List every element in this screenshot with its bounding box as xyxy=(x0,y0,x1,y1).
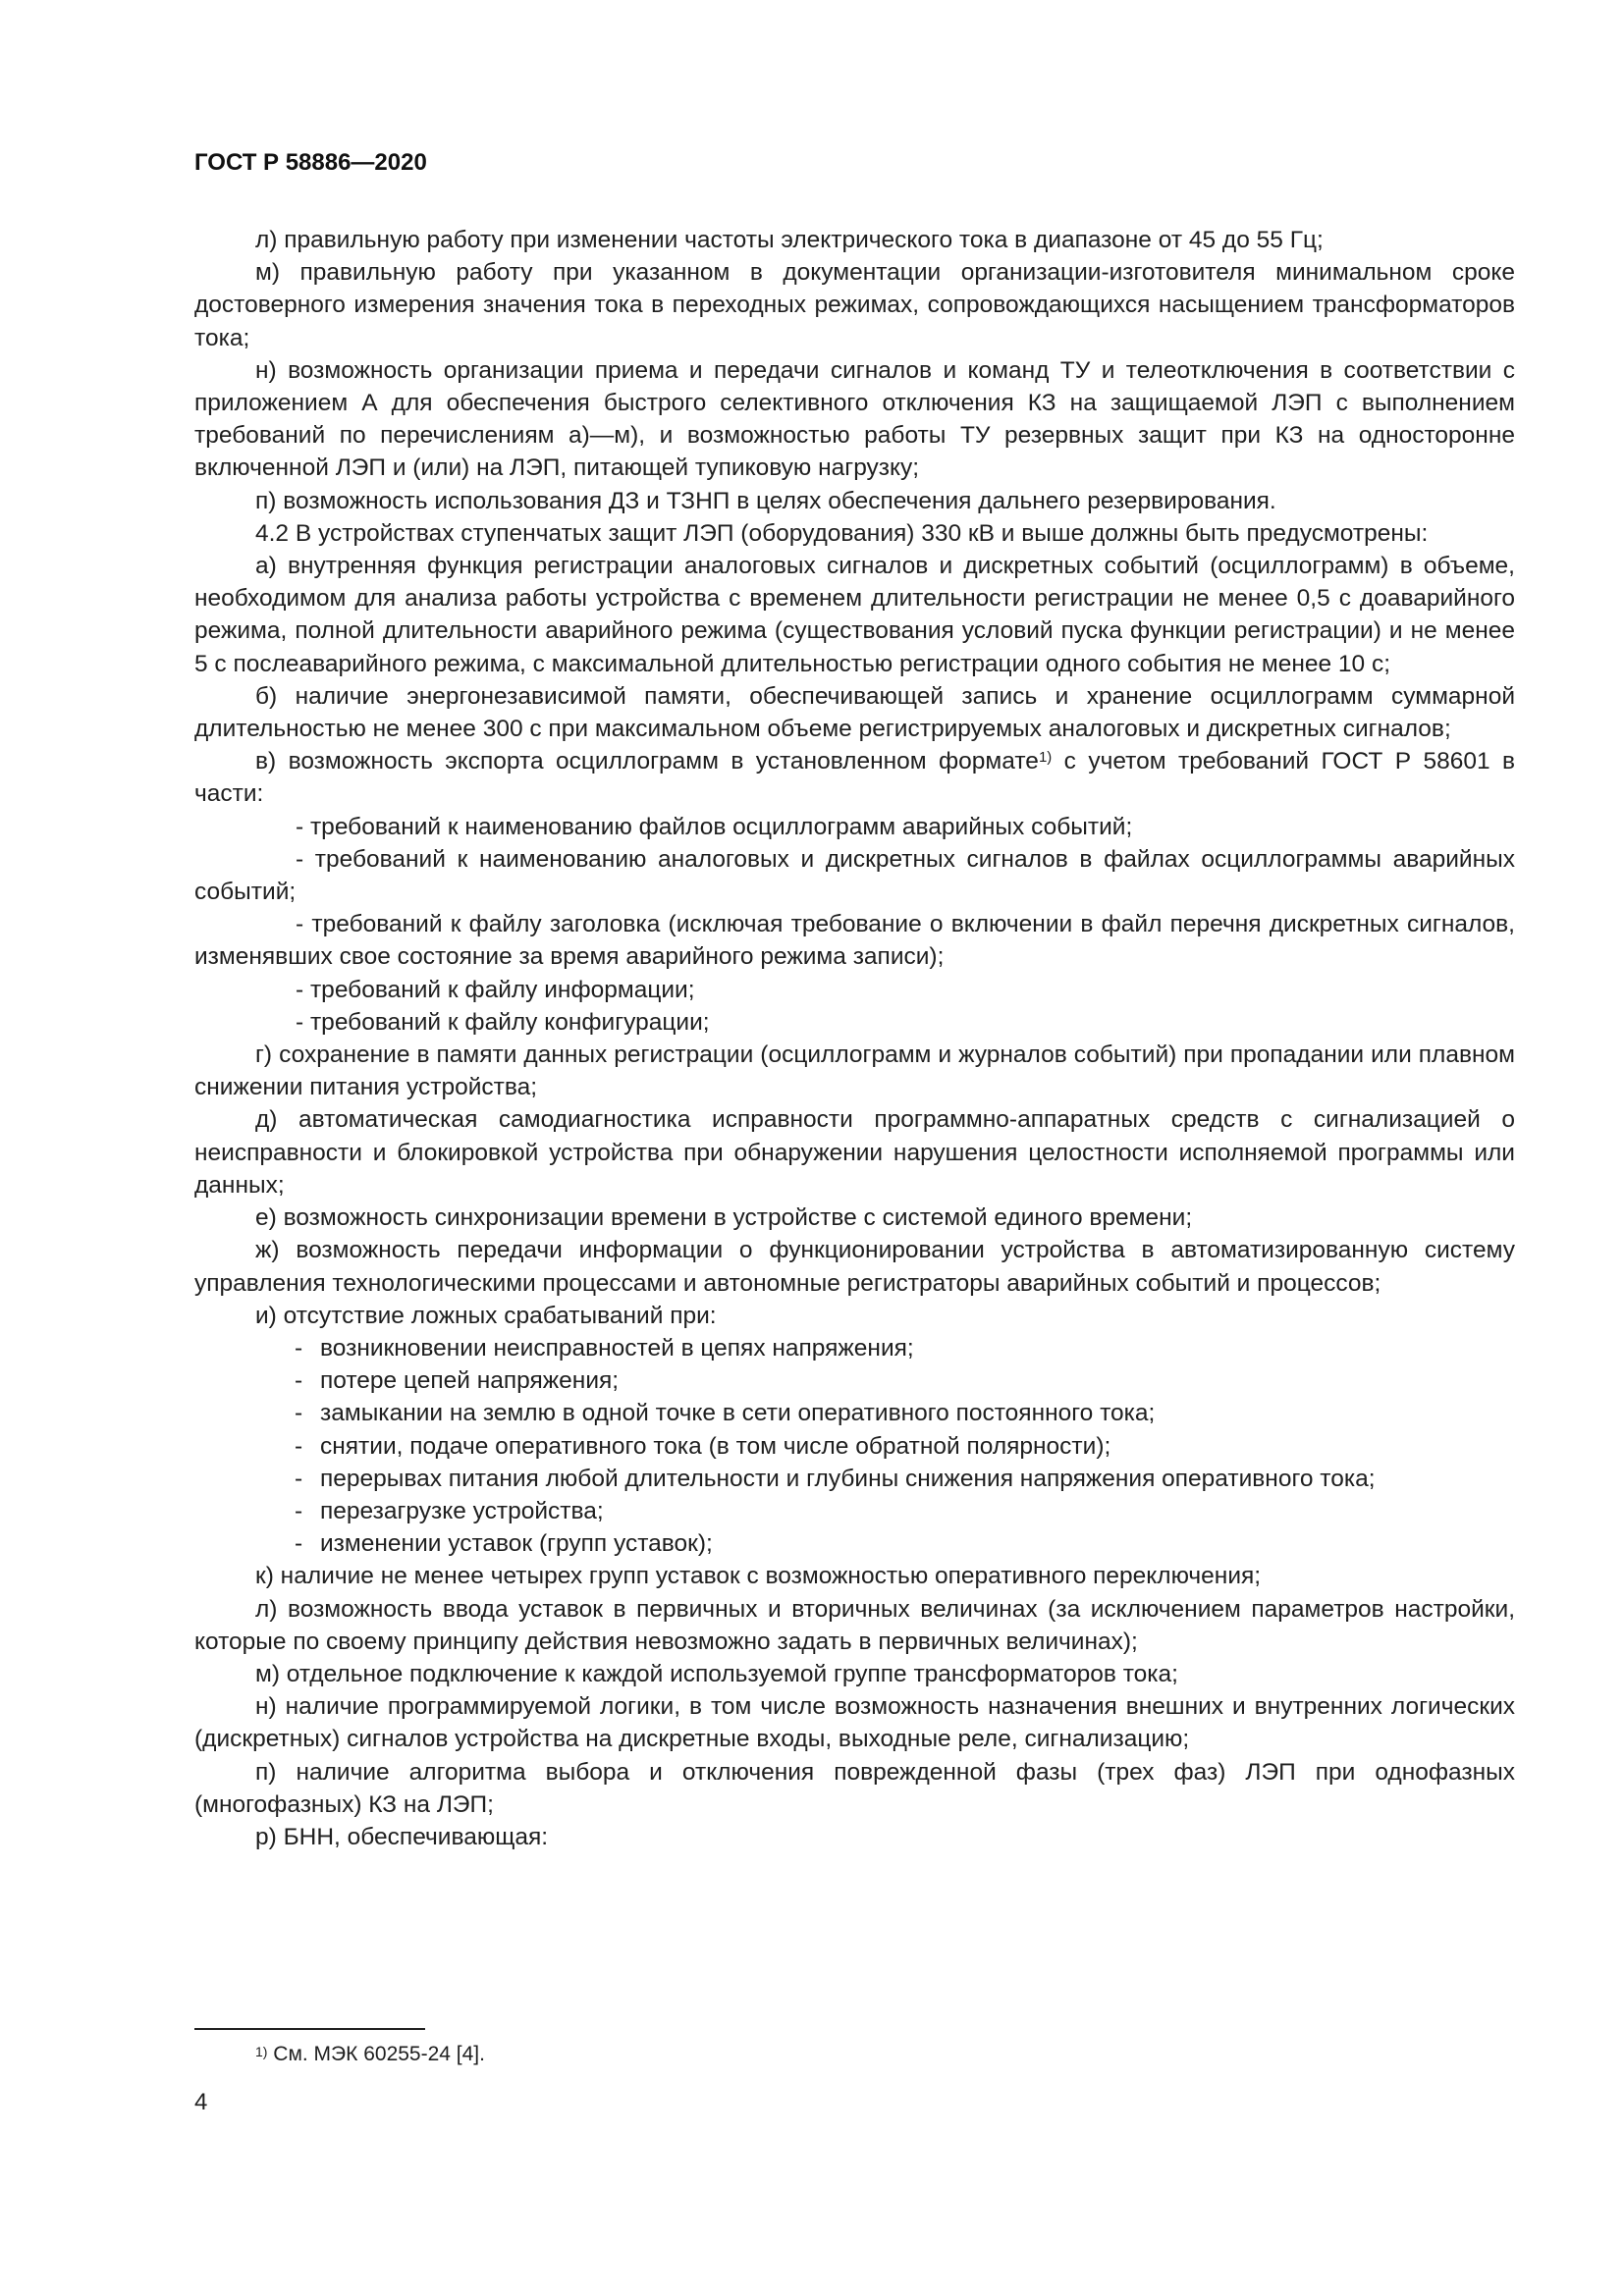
paragraph-m2: м) отдельное подключение к каждой используемой группе трансформаторов тока; xyxy=(255,1660,1178,1687)
paragraph-p: п) возможность использования ДЗ и ТЗНП в целях обеспечения дальнего резервирования. xyxy=(255,487,1276,514)
list-item xyxy=(194,1332,1515,1364)
paragraph-v xyxy=(194,745,1515,810)
paragraph-i: и) отсутствие ложных срабатываний при: xyxy=(255,1302,717,1329)
paragraph-l2: л) возможность ввода уставок в первичных и вторичных величинах (за исключением параметров настройки, которые по своему принципу действия невозможно задать в первичных величинах); xyxy=(194,1595,1515,1655)
paragraph-m: м) правильную работу при указанном в документации организации-изготовителя минимальном сроке достоверного измерения значения тока в переходных режимах, сопровождающихся насыщением трансформаторов тока; xyxy=(194,259,1515,351)
footnote-ref: 1) xyxy=(1038,749,1053,767)
list-item xyxy=(194,1463,1515,1495)
list-item-text: - перерывах питания любой длительности и глубины снижения напряжения оперативного тока; xyxy=(320,1465,1376,1492)
list-item xyxy=(194,1495,1515,1527)
footnote-text: См. МЭК 60255-24 [4]. xyxy=(267,2043,485,2065)
paragraph-zh: ж) возможность передачи информации о функционировании устройства в автоматизированную систему управления технологическими процессами и автономные регистраторы аварийных событий и процессов; xyxy=(194,1237,1515,1297)
paragraph-d: д) автоматическая самодиагностика исправности программно-аппаратных средств с сигнализацией о неисправности и блокировкой устройства при обнаружении нарушения целостности исполняемой программы или данных; xyxy=(194,1106,1515,1199)
paragraph-n2: н) наличие программируемой логики, в том числе возможность назначения внешних и внутренних логических (дискретных) сигналов устройства на дискретные входы, выходные реле, сигнализацию; xyxy=(194,1693,1515,1753)
list-item xyxy=(194,1364,1515,1397)
paragraph-b: б) наличие энергонезависимой памяти, обеспечивающей запись и хранение осциллограмм суммарной длительностью не менее 300 с при максимальном объеме регистрируемых аналоговых и дискретных сигналов; xyxy=(194,682,1515,743)
requirement-item: - требований к наименованию файлов осциллограмм аварийных событий; xyxy=(296,813,1133,840)
requirement-item: - требований к файлу конфигурации; xyxy=(296,1008,710,1036)
list-item xyxy=(194,1397,1515,1429)
list-item-text: - снятии, подаче оперативного тока (в том числе обратной полярности); xyxy=(320,1432,1111,1460)
footnote-divider xyxy=(194,2028,425,2030)
list-item xyxy=(194,1430,1515,1463)
page-number: 4 xyxy=(194,2089,208,2115)
footnote-mark: 1) xyxy=(255,2044,268,2059)
paragraph-g: г) сохранение в памяти данных регистрации (осциллограмм и журналов событий) при пропадании или плавном снижении питания устройства; xyxy=(194,1041,1515,1101)
paragraph-l: л) правильную работу при изменении частоты электрического тока в диапазоне от 45 до 55 Гц; xyxy=(255,227,1324,253)
paragraph-v-text-end: с учетом требований ГОСТ Р 58601 в части: xyxy=(194,748,1515,808)
document-header: ГОСТ Р 58886—2020 xyxy=(194,149,427,176)
requirement-item: - требований к файлу информации; xyxy=(296,976,695,1003)
paragraph-p2: п) наличие алгоритма выбора и отключения поврежденной фазы (трех фаз) ЛЭП при однофазных (многофазных) КЗ на ЛЭП; xyxy=(194,1758,1515,1818)
requirement-item: - требований к файлу заголовка (исключая требование о включении в файл перечня дискретных сигналов, изменявших свое состояние за время аварийного режима записи); xyxy=(194,911,1515,971)
paragraph-v-text: в) возможность экспорта осциллограмм в установленном формате xyxy=(255,748,1039,775)
list-item xyxy=(194,1527,1515,1560)
list-item-text: - перезагрузке устройства; xyxy=(320,1497,604,1524)
list-item-text: - изменении уставок (групп уставок); xyxy=(320,1530,713,1558)
clause-4-2: 4.2 В устройствах ступенчатых защит ЛЭП (оборудования) 330 кВ и выше должны быть предусмотрены: xyxy=(255,519,1429,547)
list-item-text: - замыкании на землю в одной точке в сети оперативного постоянного тока; xyxy=(320,1400,1156,1427)
document-body xyxy=(194,224,1515,1853)
paragraph-k: к) наличие не менее четырех групп уставок с возможностью оперативного переключения; xyxy=(255,1563,1262,1590)
paragraph-e: е) возможность синхронизации времени в устройстве с системой единого времени; xyxy=(255,1204,1193,1232)
list-item-text: - потере цепей напряжения; xyxy=(320,1367,620,1395)
footnote xyxy=(255,2040,485,2069)
list-item-text: - возникновении неисправностей в цепях напряжения; xyxy=(320,1334,914,1362)
requirement-item: - требований к наименованию аналоговых и дискретных сигналов в файлах осциллограммы аварийных событий; xyxy=(194,845,1515,906)
paragraph-n: н) возможность организации приема и передачи сигналов и команд ТУ и телеотключения в соответствии с приложением А для обеспечения быстрого селективного отключения КЗ на защищаемой ЛЭП с выполнением требований по перечислениям а)—м), и возможностью работы ТУ резервных защит при КЗ на односторонне включенной ЛЭП и (или) на ЛЭП, питающей тупиковую нагрузку; xyxy=(194,356,1515,482)
paragraph-r: р) БНН, обеспечивающая: xyxy=(255,1823,549,1850)
paragraph-a: а) внутренняя функция регистрации аналоговых сигналов и дискретных событий (осциллограмм) в объеме, необходимом для анализа работы устройства с временем длительности регистрации не менее 0,5 с доаварийного режима, полной длительности аварийного режима (существования условий пуска функции регистрации) и не менее 5 с послеаварийного режима, с максимальной длительностью регистрации одного события не менее 10 с; xyxy=(194,553,1515,677)
